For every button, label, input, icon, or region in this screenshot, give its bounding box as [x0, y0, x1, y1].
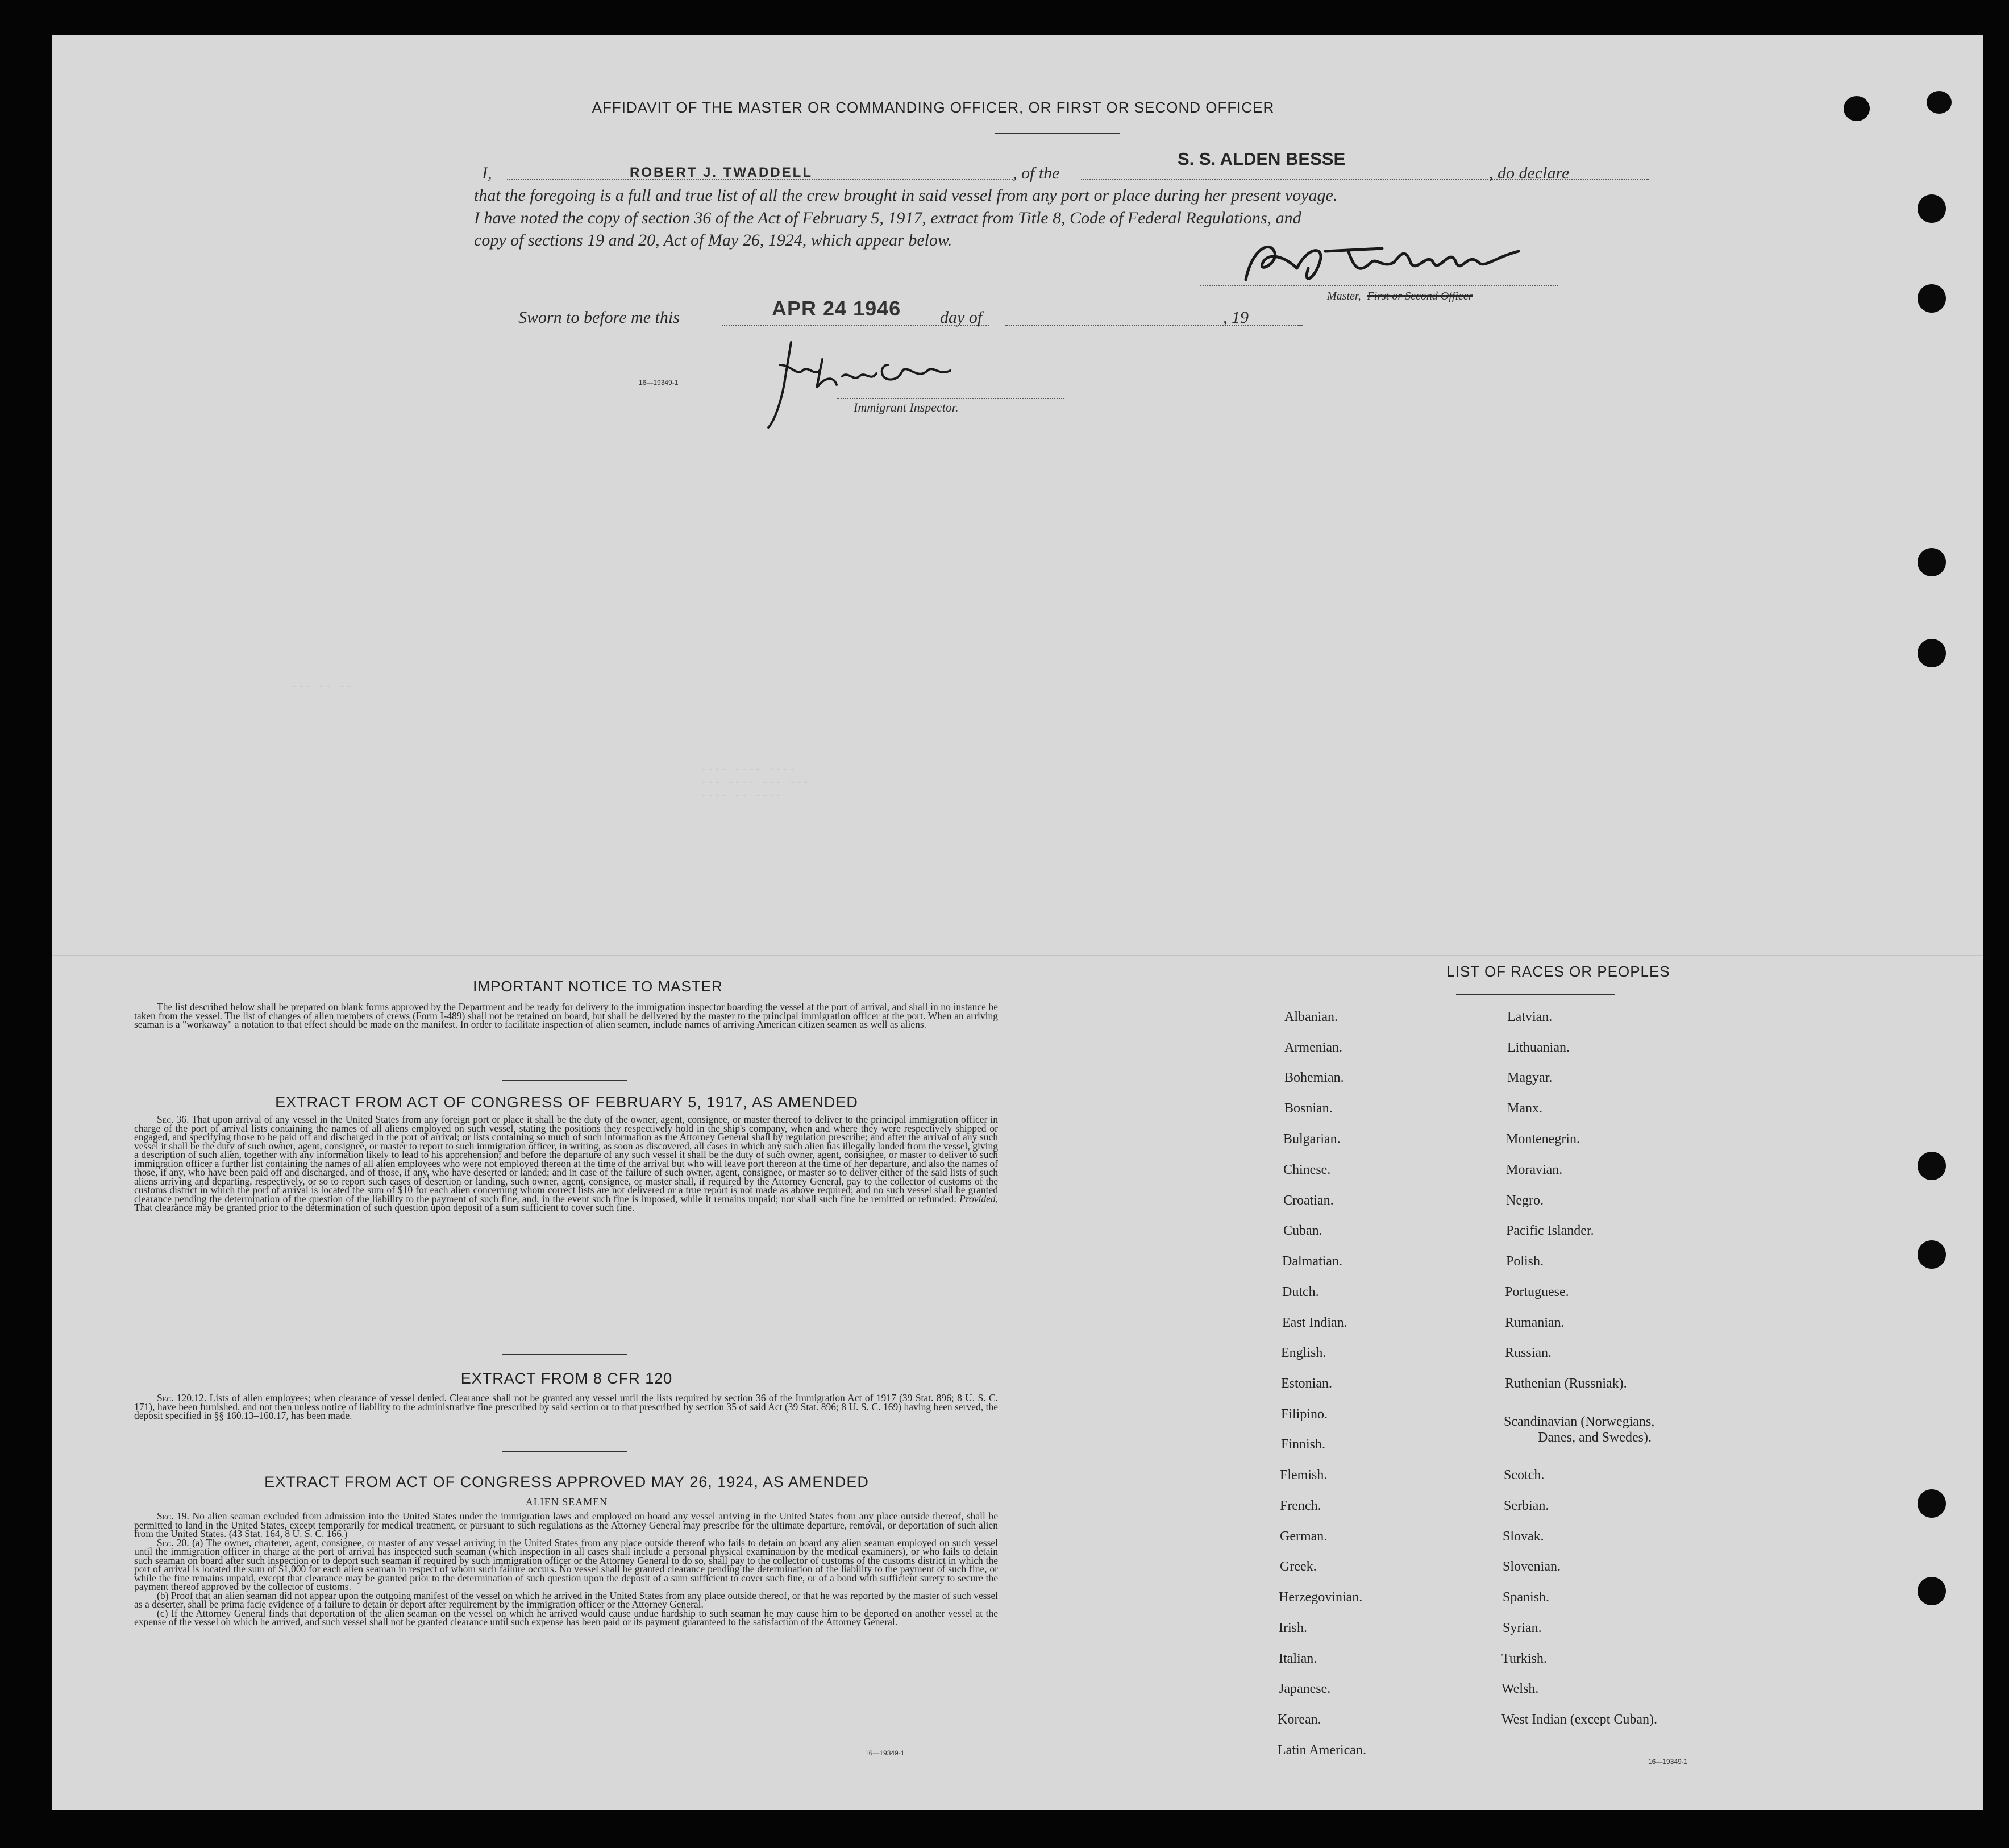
race-item: Syrian. [1503, 1621, 1542, 1635]
sworn-date-stamp: APR 24 1946 [772, 297, 901, 320]
sec-120-12-paragraph [134, 1394, 998, 1421]
extract-cfr-body [134, 1394, 998, 1421]
punch-hole [1844, 96, 1870, 121]
punch-hole [1918, 548, 1946, 576]
race-item: Spanish. [1503, 1590, 1550, 1605]
race-item: Bosnian. [1284, 1101, 1333, 1116]
extract-form-number: 16—19349-1 [865, 1749, 905, 1757]
race-item: Manx. [1507, 1101, 1542, 1116]
race-item: Albanian. [1284, 1010, 1338, 1024]
race-item: Magyar. [1507, 1070, 1553, 1085]
affidavit-line-4: copy of sections 19 and 20, Act of May 26, 1924, which appear below. [474, 231, 952, 250]
race-item: Ruthenian (Russniak). [1505, 1376, 1627, 1391]
document-page [52, 35, 1983, 1810]
alien-seamen-subtitle: ALIEN SEAMEN [525, 1496, 608, 1508]
race-item: Danes, and Swedes). [1538, 1430, 1652, 1445]
extract-1924-body [134, 1512, 998, 1627]
races-title: LIST OF RACES OR PEOPLES [1446, 963, 1670, 980]
vessel-name: S. S. ALDEN BESSE [1178, 149, 1346, 169]
punch-hole [1918, 1489, 1946, 1518]
race-item: West Indian (except Cuban). [1501, 1712, 1657, 1727]
notice-body [134, 1003, 998, 1029]
races-form-number: 16—19349-1 [1648, 1758, 1688, 1766]
race-item: Lithuanian. [1507, 1040, 1570, 1055]
month-line [1005, 325, 1300, 326]
affidavit-line-3: I have noted the copy of section 36 of the Act of February 5, 1917, extract from Title 8, Code of Federal Regulations, and [474, 209, 1301, 227]
race-item: Moravian. [1506, 1162, 1563, 1177]
race-item: Finnish. [1281, 1437, 1326, 1452]
notice-title: IMPORTANT NOTICE TO MASTER [473, 978, 723, 995]
sec-19-text: No alien seaman excluded from admission into the United States under the immigration laws and employed on board any vessel arriving in the United States from any place outside thereof, shall be permitted to land in the United States, except temporarily for medical treatment, or pursuant to such regulations as the Attorney General may prescribe for the ultimate departure, removal, or deportation of such alien from the United States. (43 Stat. 164, 8 U. S. C. 166.) [134, 1510, 998, 1539]
sec-20a-text: (a) The owner, charterer, agent, consignee, or master of any vessel arriving in the United States from any place outside thereof who fails to detain on board any alien seaman employed on such vessel until the immigration officer in charge at the port of arrival has inspected such seaman (which inspection in all cases shall include a personal physical examination by the medical examiners), or who fails to detain such seaman on board after such inspection or to deport such seaman if required by such immigration officer or the Attorney General to do so, shall pay to the collector of customs of the customs district in which the port of arrival is located the sum of $1,000 for each alien seaman in respect of whom such failure occurs. No vessel shall be granted clearance pending the determination of the liability to the payment of such fine, or while the fine remains unpaid, except that clearance may be granted prior to the determination of such question upon the deposit of a sum sufficient to cover such fine, or of a bond with sufficient surety to secure the payment thereof approved by the collector of customs. [134, 1536, 999, 1592]
divider [1456, 994, 1615, 995]
divider [995, 133, 1120, 134]
race-item: German. [1280, 1529, 1328, 1544]
race-item: Turkish. [1501, 1651, 1547, 1666]
race-item: Cuban. [1283, 1223, 1322, 1238]
show-through-text: ---- ---- ---- --- ---- --- --- ---- -- ---- [700, 763, 810, 802]
race-item: Rumanian. [1505, 1315, 1565, 1330]
race-item: Latvian. [1507, 1010, 1553, 1024]
race-item: Slovenian. [1503, 1559, 1561, 1574]
inspector-label: Immigrant Inspector. [854, 400, 959, 414]
punch-hole [1918, 284, 1946, 313]
race-item: Portuguese. [1505, 1285, 1569, 1299]
race-item: Dutch. [1282, 1285, 1319, 1299]
show-through-text: --- -- -- [291, 680, 353, 693]
master-label-text: Master, [1327, 290, 1361, 302]
race-item: English. [1281, 1345, 1326, 1360]
race-item: Japanese. [1279, 1681, 1331, 1696]
race-item: Italian. [1279, 1651, 1317, 1666]
race-item: Chinese. [1283, 1162, 1331, 1177]
race-item: Slovak. [1503, 1529, 1544, 1544]
sec-19-label: Sec. 19. [157, 1510, 189, 1522]
extract-1917-title: EXTRACT FROM ACT OF CONGRESS OF FEBRUARY 5, 1917, AS AMENDED [275, 1094, 858, 1111]
race-item: Korean. [1278, 1712, 1321, 1727]
of-the-label: , of the [1013, 164, 1060, 182]
master-signature-line [1200, 285, 1558, 286]
race-item: Negro. [1506, 1193, 1544, 1208]
punch-hole [1918, 1577, 1946, 1605]
race-item: Latin American. [1278, 1743, 1366, 1758]
sec-120-12-label: Sec. 120.12. [157, 1392, 207, 1403]
race-item: Pacific Islander. [1506, 1223, 1594, 1238]
divider [502, 1451, 627, 1452]
extract-cfr-title: EXTRACT FROM 8 CFR 120 [460, 1370, 673, 1387]
sworn-label: Sworn to before me this [518, 308, 680, 327]
struck-officer-title: First or Second Officer [1367, 290, 1473, 302]
sec-36-paragraph [134, 1115, 998, 1212]
master-name: ROBERT J. TWADDELL [630, 165, 813, 180]
punch-hole [1918, 194, 1946, 223]
race-item: Flemish. [1280, 1468, 1328, 1482]
i-label: I, [482, 164, 492, 182]
affidavit-form-number: 16—19349-1 [639, 379, 679, 387]
proviso-text: That clearance may be granted prior to the determination of such question upon deposit of a sum sufficient to cover such fine. [134, 1202, 635, 1213]
inspector-signature [729, 331, 967, 445]
race-item: Filipino. [1281, 1407, 1328, 1422]
sec-20b-paragraph: (b) Proof that an alien seaman did not appear upon the outgoing manifest of the vessel on which he arrived in the United States from any place outside thereof, or that he was reported by the master of such vessel as a deserter, shall be prima facie evidence of a failure to detain or deport after requirement by the immigration officer or the Attorney General. [134, 1589, 998, 1610]
year-line [1257, 325, 1303, 326]
extract-1924-title: EXTRACT FROM ACT OF CONGRESS APPROVED MAY 26, 1924, AS AMENDED [264, 1473, 869, 1490]
race-item: Scandinavian (Norwegians, [1504, 1414, 1655, 1429]
sec-36-text: That upon arrival of any vessel in the United States from any foreign port or place it shall be the duty of the owner, agent, consignee, or master thereof to deliver to the principal immigration officer in charge of the port of arrival lists containing the names of all aliens employed on such vessel, stating the positions they respectively hold in the ship's company, when and where they were respectively shipped or engaged, and specifying those to be paid off and discharged in the port of arrival; or lists containing so much of such information as the Attorney General shall by regulation prescribe; and after the arrival of any such vessel it shall be the duty of such owner, agent, consignee, or master to report to such immigration officer, in writing, as soon as discovered, all cases in which any such alien has illegally landed from the vessel, giving a description of such alien, together with any information likely to lead to his apprehension; and before the departure of any such vessel it shall be the duty of such owner, agent, consignee, or master to deliver to such immigration officer a further list containing the names of all alien employees who were not employed thereon at the time of the arrival but who will leave port thereon at the time of her departure, and also the names of those, if any, who have been paid off and discharged, and of those, if any, who have deserted or landed; and in case of the failure of such owner, agent, consignee, or master so to deliver either of the said lists of such aliens arriving and departing, respectively, or so to report such cases of desertion or landing, such owner, agent, consignee, or master shall, if required by the Attorney General, pay to the collector of customs of the customs district in which the port of arrival is located the sum of $10 for each alien concerning whom correct lists are not delivered or a true report is not made as above required; and no such vessel shall be granted clearance pending the determination of the question of the liability to the payment of such fine, and, in the event such fine is imposed, while it remains unpaid; nor shall such fine be remitted or refunded: [134, 1114, 998, 1205]
proviso-label: Provided, [959, 1193, 999, 1205]
race-item: Herzegovinian. [1279, 1590, 1363, 1605]
inspector-signature-line [837, 398, 1064, 399]
race-item: Croatian. [1283, 1193, 1334, 1208]
race-item: Serbian. [1504, 1498, 1549, 1513]
punch-hole [1918, 1152, 1946, 1180]
race-item: Greek. [1280, 1559, 1317, 1574]
race-item: Bohemian. [1284, 1070, 1344, 1085]
divider [502, 1080, 627, 1081]
sec-36-label: Sec. 36. [157, 1114, 189, 1125]
race-item: Irish. [1279, 1621, 1307, 1635]
race-item: French. [1280, 1498, 1321, 1513]
punch-hole [1918, 1240, 1946, 1269]
affidavit-title: AFFIDAVIT OF THE MASTER OR COMMANDING OFFICER, OR FIRST OR SECOND OFFICER [592, 99, 1275, 116]
master-signature [1212, 229, 1553, 291]
do-declare-label: , do declare [1489, 164, 1570, 182]
master-label [1327, 290, 1473, 303]
divider [502, 1354, 627, 1355]
race-item: Polish. [1506, 1254, 1544, 1269]
punch-hole [1918, 639, 1946, 667]
sec-19-paragraph [134, 1512, 998, 1539]
affidavit-line-2: that the foregoing is a full and true list of all the crew brought in said vessel from any port or place during her present voyage. [474, 186, 1338, 205]
race-item: Scotch. [1504, 1468, 1545, 1482]
sec-20c-paragraph: (c) If the Attorney General finds that deportation of the alien seaman on the vessel on which he arrived would cause undue hardship to such seaman he may cause him to be deported on another vessel at the expense of the vessel on which he arrived, and such vessel shall not be granted clearance until such expense has been paid or its payment guaranteed to the satisfaction of the Attorney General. [134, 1607, 998, 1627]
day-of-label: day of [940, 308, 983, 327]
fold-crease [52, 955, 1983, 956]
sec-120-12-text: Lists of alien employees; when clearance of vessel denied. Clearance shall not be granted any vessel until the lists required by section 36 of the Immigration Act of 1917 (39 Stat. 896; 8 U. S. C. 171), have been furnished, and not then unless notice of liability to the administrative fine prescribed by said section or to that prescribed by section 35 of said Act (39 Stat. 896; 8 U. S. C. 169) having been served, the deposit specified in §§ 160.13–160.17, has been made. [134, 1392, 999, 1421]
race-item: Russian. [1505, 1345, 1552, 1360]
race-item: East Indian. [1282, 1315, 1347, 1330]
notice-paragraph: The list described below shall be prepared on blank forms approved by the Department and be ready for delivery to the immigration inspector boarding the vessel at the port of arrival, and shall in no instance be taken from the vessel. The list of changes of alien members of crews (Form I-489) shall not be retained on board, but shall be delivered by the master to the principal immigration officer at the port. When an arriving seaman is a "workaway" a notation to that effect should be made on the manifest. In order to facilitate inspection of alien seamen, include names of arriving American citizen seamen as well as aliens. [134, 1001, 998, 1030]
punch-hole [1927, 91, 1952, 114]
extract-1917-body [134, 1115, 998, 1212]
sec-20a-paragraph [134, 1536, 999, 1592]
race-item: Estonian. [1281, 1376, 1332, 1391]
race-item: Dalmatian. [1282, 1254, 1342, 1269]
race-item: Montenegrin. [1506, 1132, 1580, 1147]
year-label: , 19 [1223, 308, 1249, 327]
sec-20-label: Sec. 20. [157, 1536, 189, 1548]
race-item: Welsh. [1501, 1681, 1539, 1696]
race-item: Armenian. [1284, 1040, 1342, 1055]
race-item: Bulgarian. [1283, 1132, 1341, 1147]
